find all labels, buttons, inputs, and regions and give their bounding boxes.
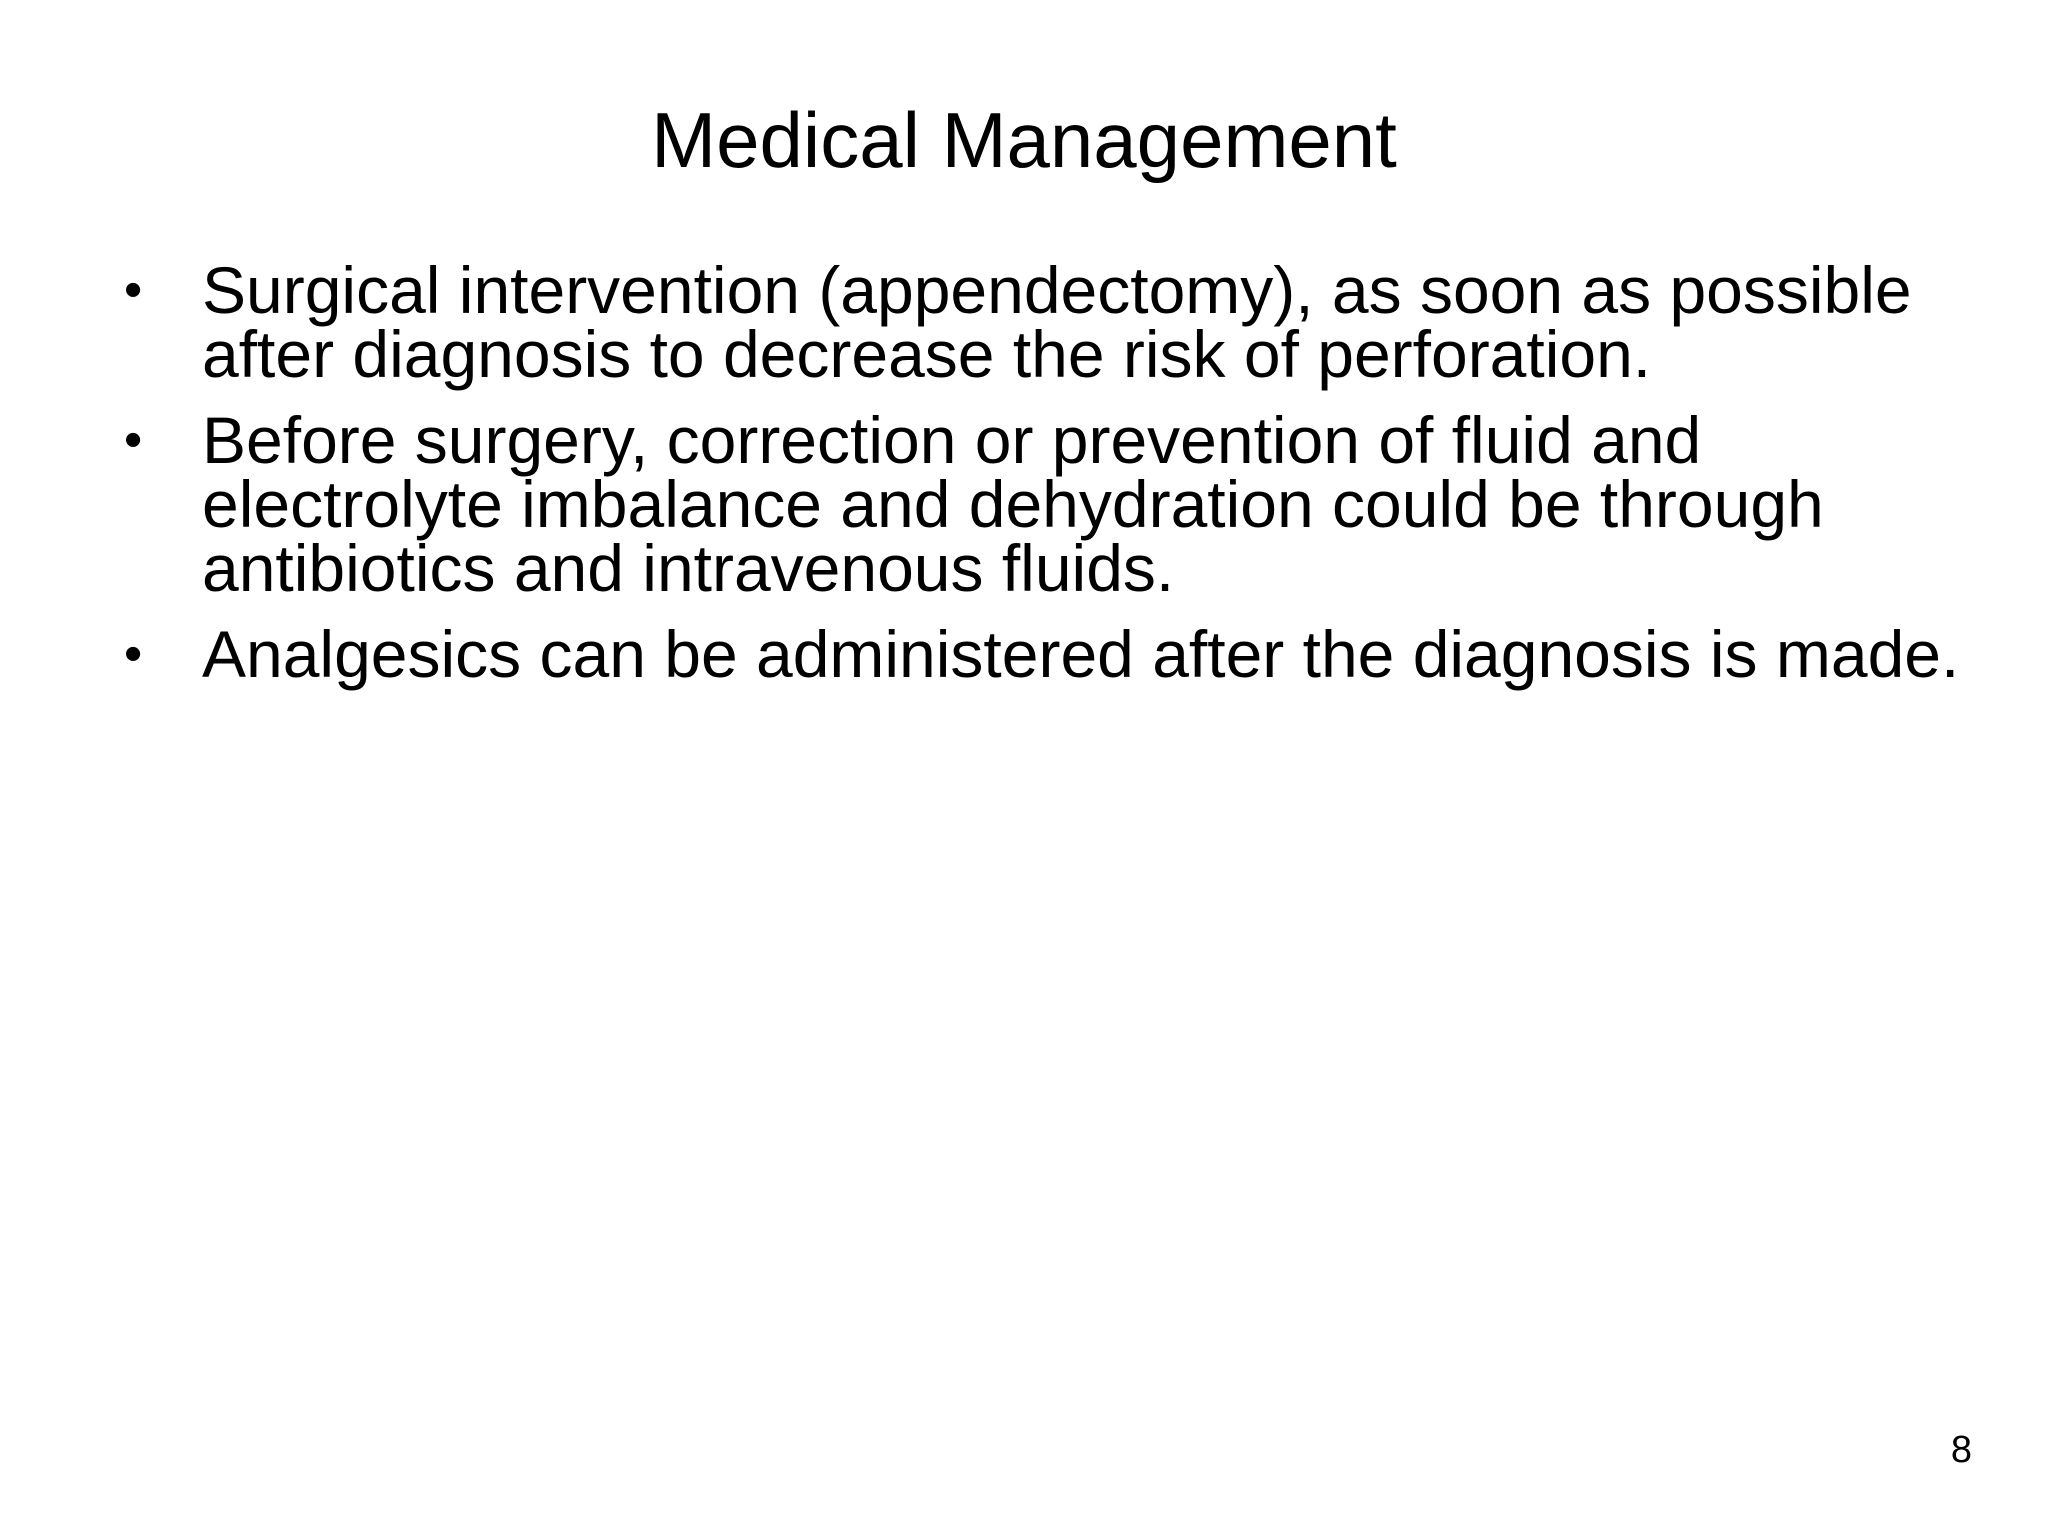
bullet-icon: • [124,411,143,469]
bullet-text: Before surgery, correction or prevention of fluid and electrolyte imbalance and dehydration could be through antibiotics and intravenous fluids. [202,403,1824,605]
bullet-item [120,253,1960,391]
bullet-text: Analgesics can be administered after the diagnosis is made. [202,617,1960,691]
page-number: 8 [1950,1429,1972,1471]
bullet-icon: • [124,625,143,683]
bullet-item [120,403,1960,605]
bullet-text: Surgical intervention (appendectomy), as soon as possible after diagnosis to decrease the risk of perforation. [202,253,1912,391]
slide-title: Medical Management [651,96,1397,184]
bullet-list [120,253,1960,708]
bullet-icon: • [124,261,143,319]
bullet-item [120,617,1960,691]
